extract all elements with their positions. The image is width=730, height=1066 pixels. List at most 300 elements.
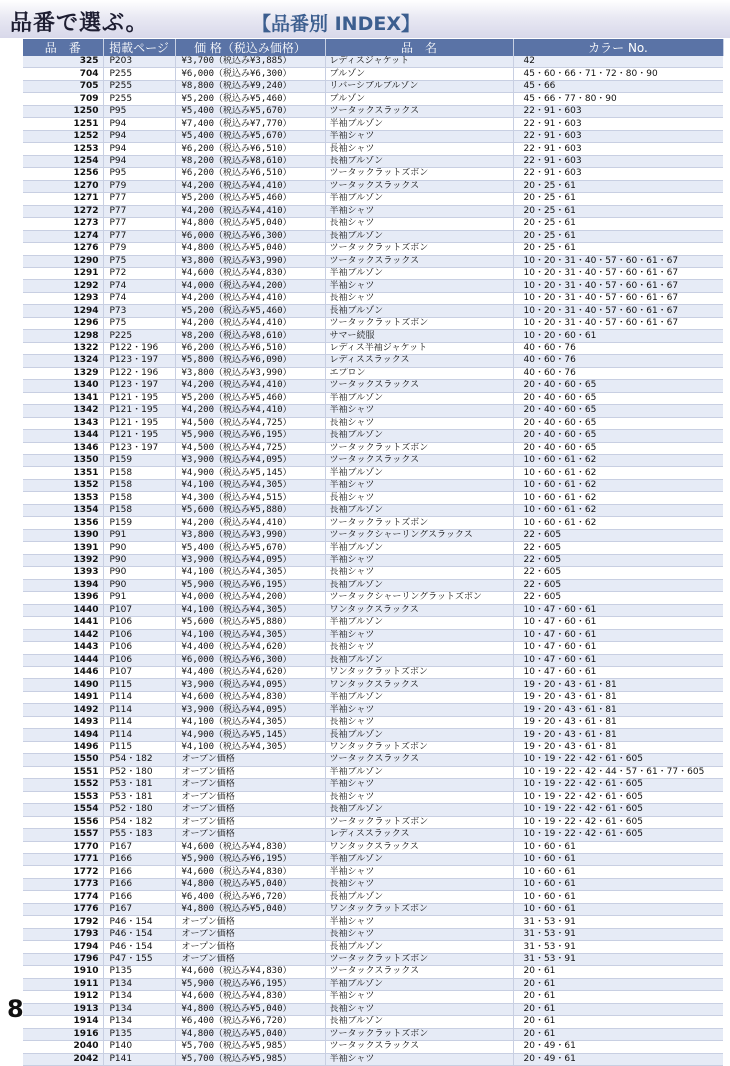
cell-item-no: 1492 xyxy=(23,704,103,716)
cell-colors: 22・605 xyxy=(513,554,723,566)
cell-colors: 20・25・61 xyxy=(513,193,723,205)
cell-price: オープン価格 xyxy=(175,953,325,965)
cell-item-no: 1253 xyxy=(23,143,103,155)
cell-item-no: 1910 xyxy=(23,966,103,978)
cell-colors: 20・40・60・65 xyxy=(513,417,723,429)
cell-colors: 31・53・91 xyxy=(513,941,723,953)
table-row xyxy=(23,255,723,267)
cell-item-name: レディスジャケット xyxy=(325,56,513,68)
cell-item-name: ブルゾン xyxy=(325,93,513,105)
cell-page: P54・182 xyxy=(103,754,175,766)
table-row xyxy=(23,405,723,417)
cell-colors: 10・60・61・62 xyxy=(513,504,723,516)
cell-page: P79 xyxy=(103,243,175,255)
cell-item-no: 1251 xyxy=(23,118,103,130)
cell-item-name: ツータックラットズボン xyxy=(325,816,513,828)
column-header-no: 品 番 xyxy=(23,39,103,56)
cell-page: P90 xyxy=(103,542,175,554)
table-row xyxy=(23,804,723,816)
cell-page: P94 xyxy=(103,155,175,167)
cell-item-no: 1344 xyxy=(23,430,103,442)
cell-price: ¥4,600（税込み¥4,830） xyxy=(175,267,325,279)
cell-page: P47・155 xyxy=(103,953,175,965)
cell-item-name: ツータックスラックス xyxy=(325,180,513,192)
cell-item-no: 1322 xyxy=(23,342,103,354)
table-row xyxy=(23,679,723,691)
cell-page: P74 xyxy=(103,280,175,292)
table-row xyxy=(23,280,723,292)
table-row xyxy=(23,953,723,965)
cell-colors: 10・19・22・42・44・57・61・77・605 xyxy=(513,766,723,778)
cell-price: オープン価格 xyxy=(175,928,325,940)
cell-colors: 45・66・77・80・90 xyxy=(513,93,723,105)
cell-item-no: 1346 xyxy=(23,442,103,454)
cell-colors: 45・66 xyxy=(513,80,723,92)
cell-item-name: 長袖シャツ xyxy=(325,791,513,803)
cell-item-name: 長袖シャツ xyxy=(325,143,513,155)
cell-item-name: 半袖シャツ xyxy=(325,479,513,491)
cell-page: P46・154 xyxy=(103,916,175,928)
column-header-page: 掲載ページ xyxy=(103,39,175,56)
cell-price: ¥4,600（税込み¥4,830） xyxy=(175,841,325,853)
cell-item-name: ワンタックスラックス xyxy=(325,679,513,691)
table-row xyxy=(23,68,723,80)
cell-page: P167 xyxy=(103,903,175,915)
cell-item-no: 1496 xyxy=(23,741,103,753)
table-row xyxy=(23,93,723,105)
cell-item-no: 1252 xyxy=(23,130,103,142)
cell-item-name: 半袖シャツ xyxy=(325,991,513,1003)
cell-colors: 20・61 xyxy=(513,991,723,1003)
column-header-name: 品 名 xyxy=(325,39,513,56)
table-row xyxy=(23,479,723,491)
cell-colors: 20・40・60・65 xyxy=(513,405,723,417)
cell-price: ¥5,900（税込み¥6,195） xyxy=(175,854,325,866)
cell-page: P167 xyxy=(103,841,175,853)
cell-item-name: 長袖ブルゾン xyxy=(325,1016,513,1028)
table-row xyxy=(23,729,723,741)
cell-page: P114 xyxy=(103,729,175,741)
cell-item-name: 半袖ブルゾン xyxy=(325,766,513,778)
cell-item-name: 長袖シャツ xyxy=(325,292,513,304)
cell-colors: 10・47・60・61 xyxy=(513,654,723,666)
cell-item-no: 1774 xyxy=(23,891,103,903)
cell-colors: 40・60・76 xyxy=(513,367,723,379)
cell-price: ¥4,100（税込み¥4,305） xyxy=(175,716,325,728)
cell-price: ¥3,700（税込み¥3,885） xyxy=(175,56,325,68)
cell-item-no: 325 xyxy=(23,56,103,68)
cell-page: P255 xyxy=(103,93,175,105)
cell-page: P166 xyxy=(103,866,175,878)
table-row xyxy=(23,554,723,566)
table-row xyxy=(23,80,723,92)
cell-colors: 45・60・66・71・72・80・90 xyxy=(513,68,723,80)
table-row xyxy=(23,56,723,68)
cell-price: ¥4,600（税込み¥4,830） xyxy=(175,866,325,878)
cell-colors: 10・19・22・42・61・605 xyxy=(513,791,723,803)
cell-item-name: リバーシブルブルゾン xyxy=(325,80,513,92)
cell-page: P90 xyxy=(103,554,175,566)
cell-price: ¥5,700（税込み¥5,985） xyxy=(175,1053,325,1065)
cell-page: P95 xyxy=(103,105,175,117)
cell-item-no: 1290 xyxy=(23,255,103,267)
cell-item-no: 1271 xyxy=(23,193,103,205)
cell-item-name: 長袖ブルゾン xyxy=(325,804,513,816)
cell-price: ¥5,900（税込み¥6,195） xyxy=(175,430,325,442)
cell-colors: 22・91・603 xyxy=(513,155,723,167)
cell-page: P158 xyxy=(103,479,175,491)
cell-page: P46・154 xyxy=(103,941,175,953)
cell-item-name: ツータックラットズボン xyxy=(325,1028,513,1040)
table-row xyxy=(23,754,723,766)
table-row xyxy=(23,105,723,117)
table-row xyxy=(23,567,723,579)
cell-item-name: 長袖ブルゾン xyxy=(325,305,513,317)
cell-page: P115 xyxy=(103,741,175,753)
cell-item-no: 1494 xyxy=(23,729,103,741)
cell-price: ¥4,500（税込み¥4,725） xyxy=(175,442,325,454)
cell-item-name: 半袖ブルゾン xyxy=(325,854,513,866)
cell-colors: 22・91・603 xyxy=(513,118,723,130)
cell-item-name: ツータックスラックス xyxy=(325,255,513,267)
table-row xyxy=(23,143,723,155)
table-row xyxy=(23,193,723,205)
cell-item-name: 長袖シャツ xyxy=(325,492,513,504)
cell-item-no: 1441 xyxy=(23,617,103,629)
cell-item-no: 1490 xyxy=(23,679,103,691)
cell-page: P52・180 xyxy=(103,804,175,816)
table-row xyxy=(23,766,723,778)
cell-item-no: 1273 xyxy=(23,218,103,230)
table-body xyxy=(23,56,723,1065)
table-row xyxy=(23,243,723,255)
cell-price: ¥5,200（税込み¥5,460） xyxy=(175,193,325,205)
cell-colors: 22・605 xyxy=(513,592,723,604)
cell-page: P158 xyxy=(103,467,175,479)
cell-item-no: 1352 xyxy=(23,479,103,491)
cell-item-name: 長袖シャツ xyxy=(325,417,513,429)
table-row xyxy=(23,1041,723,1053)
cell-price: ¥8,200（税込み¥8,610） xyxy=(175,330,325,342)
table-row xyxy=(23,180,723,192)
cell-price: ¥4,800（税込み¥5,040） xyxy=(175,903,325,915)
cell-item-name: 長袖ブルゾン xyxy=(325,155,513,167)
cell-colors: 20・49・61 xyxy=(513,1041,723,1053)
cell-colors: 19・20・43・61・81 xyxy=(513,679,723,691)
cell-colors: 20・25・61 xyxy=(513,180,723,192)
table-row xyxy=(23,292,723,304)
cell-colors: 19・20・43・61・81 xyxy=(513,729,723,741)
table-row xyxy=(23,891,723,903)
cell-item-no: 1296 xyxy=(23,317,103,329)
cell-price: ¥4,000（税込み¥4,200） xyxy=(175,280,325,292)
cell-price: ¥6,000（税込み¥6,300） xyxy=(175,654,325,666)
table-row xyxy=(23,168,723,180)
cell-price: ¥4,600（税込み¥4,830） xyxy=(175,966,325,978)
cell-item-no: 1557 xyxy=(23,829,103,841)
cell-item-name: 長袖シャツ xyxy=(325,642,513,654)
cell-item-no: 1556 xyxy=(23,816,103,828)
cell-page: P134 xyxy=(103,1003,175,1015)
cell-price: ¥3,800（税込み¥3,990） xyxy=(175,529,325,541)
table-row xyxy=(23,916,723,928)
cell-price: ¥4,100（税込み¥4,305） xyxy=(175,629,325,641)
cell-colors: 10・19・22・42・61・605 xyxy=(513,804,723,816)
cell-page: P114 xyxy=(103,716,175,728)
cell-colors: 40・60・76 xyxy=(513,355,723,367)
cell-item-no: 1442 xyxy=(23,629,103,641)
page-subtitle: 【品番別 INDEX】 xyxy=(252,13,420,35)
cell-item-no: 1552 xyxy=(23,779,103,791)
header-banner xyxy=(0,0,730,38)
table-row xyxy=(23,966,723,978)
cell-item-no: 1392 xyxy=(23,554,103,566)
cell-item-no: 1554 xyxy=(23,804,103,816)
cell-item-name: 長袖ブルゾン xyxy=(325,230,513,242)
cell-item-name: ツータックラットズボン xyxy=(325,243,513,255)
cell-colors: 20・49・61 xyxy=(513,1053,723,1065)
table-row xyxy=(23,529,723,541)
cell-colors: 20・61 xyxy=(513,1028,723,1040)
cell-colors: 10・20・31・40・57・60・61・67 xyxy=(513,280,723,292)
cell-item-name: ワンタックスラックス xyxy=(325,604,513,616)
cell-colors: 10・47・60・61 xyxy=(513,617,723,629)
cell-item-name: 長袖ブルゾン xyxy=(325,504,513,516)
cell-colors: 10・20・60・61 xyxy=(513,330,723,342)
page-number: 8 xyxy=(7,995,24,1023)
cell-item-name: 長袖シャツ xyxy=(325,878,513,890)
cell-colors: 10・60・61 xyxy=(513,866,723,878)
cell-item-no: 1351 xyxy=(23,467,103,479)
cell-colors: 10・19・22・42・61・605 xyxy=(513,779,723,791)
cell-price: ¥3,800（税込み¥3,990） xyxy=(175,367,325,379)
cell-item-no: 1298 xyxy=(23,330,103,342)
cell-price: ¥6,200（税込み¥6,510） xyxy=(175,168,325,180)
cell-page: P74 xyxy=(103,292,175,304)
table-row xyxy=(23,642,723,654)
cell-colors: 10・47・60・61 xyxy=(513,666,723,678)
cell-page: P90 xyxy=(103,567,175,579)
cell-colors: 10・60・61・62 xyxy=(513,492,723,504)
cell-price: オープン価格 xyxy=(175,754,325,766)
cell-item-name: 半袖シャツ xyxy=(325,405,513,417)
cell-colors: 10・60・61・62 xyxy=(513,467,723,479)
cell-price: ¥4,000（税込み¥4,200） xyxy=(175,592,325,604)
cell-page: P123・197 xyxy=(103,380,175,392)
cell-item-no: 1914 xyxy=(23,1016,103,1028)
cell-item-no: 1493 xyxy=(23,716,103,728)
cell-price: ¥8,200（税込み¥8,610） xyxy=(175,155,325,167)
cell-item-no: 1491 xyxy=(23,691,103,703)
cell-item-name: 半袖シャツ xyxy=(325,916,513,928)
cell-price: オープン価格 xyxy=(175,941,325,953)
cell-price: ¥4,100（税込み¥4,305） xyxy=(175,479,325,491)
cell-item-no: 1913 xyxy=(23,1003,103,1015)
cell-page: P91 xyxy=(103,592,175,604)
cell-page: P122・196 xyxy=(103,342,175,354)
cell-page: P52・180 xyxy=(103,766,175,778)
cell-item-no: 1276 xyxy=(23,243,103,255)
cell-page: P53・181 xyxy=(103,791,175,803)
cell-item-no: 1250 xyxy=(23,105,103,117)
cell-item-name: エプロン xyxy=(325,367,513,379)
cell-colors: 10・60・61・62 xyxy=(513,455,723,467)
cell-page: P166 xyxy=(103,854,175,866)
cell-colors: 40・60・76 xyxy=(513,342,723,354)
cell-price: ¥5,700（税込み¥5,985） xyxy=(175,1041,325,1053)
cell-item-no: 1324 xyxy=(23,355,103,367)
table-row xyxy=(23,629,723,641)
cell-colors: 10・19・22・42・61・605 xyxy=(513,754,723,766)
cell-page: P158 xyxy=(103,504,175,516)
cell-item-name: 長袖シャツ xyxy=(325,1003,513,1015)
cell-colors: 10・60・61 xyxy=(513,878,723,890)
cell-price: オープン価格 xyxy=(175,816,325,828)
cell-page: P91 xyxy=(103,529,175,541)
cell-page: P106 xyxy=(103,629,175,641)
cell-colors: 20・25・61 xyxy=(513,205,723,217)
cell-item-name: 長袖シャツ xyxy=(325,928,513,940)
cell-page: P134 xyxy=(103,991,175,1003)
table-row xyxy=(23,218,723,230)
cell-colors: 19・20・43・61・81 xyxy=(513,704,723,716)
cell-item-no: 1773 xyxy=(23,878,103,890)
cell-item-no: 1340 xyxy=(23,380,103,392)
cell-item-no: 1911 xyxy=(23,978,103,990)
cell-price: ¥4,800（税込み¥5,040） xyxy=(175,1028,325,1040)
cell-price: ¥3,900（税込み¥4,095） xyxy=(175,554,325,566)
cell-page: P255 xyxy=(103,68,175,80)
cell-price: オープン価格 xyxy=(175,791,325,803)
cell-price: ¥4,400（税込み¥4,620） xyxy=(175,666,325,678)
cell-price: ¥4,200（税込み¥4,410） xyxy=(175,405,325,417)
cell-price: ¥5,200（税込み¥5,460） xyxy=(175,305,325,317)
cell-item-name: 半袖ブルゾン xyxy=(325,691,513,703)
table-row xyxy=(23,442,723,454)
cell-item-no: 1550 xyxy=(23,754,103,766)
cell-price: ¥4,200（税込み¥4,410） xyxy=(175,517,325,529)
cell-colors: 42 xyxy=(513,56,723,68)
cell-colors: 20・40・60・65 xyxy=(513,380,723,392)
table-row xyxy=(23,455,723,467)
cell-page: P122・196 xyxy=(103,367,175,379)
cell-item-no: 1274 xyxy=(23,230,103,242)
table-row xyxy=(23,504,723,516)
table-row xyxy=(23,704,723,716)
cell-item-name: ツータックスラックス xyxy=(325,455,513,467)
cell-colors: 19・20・43・61・81 xyxy=(513,741,723,753)
cell-colors: 22・605 xyxy=(513,529,723,541)
cell-colors: 10・60・61・62 xyxy=(513,517,723,529)
cell-item-name: 長袖ブルゾン xyxy=(325,891,513,903)
cell-item-name: ツータックスラックス xyxy=(325,105,513,117)
cell-price: ¥4,100（税込み¥4,305） xyxy=(175,567,325,579)
cell-page: P75 xyxy=(103,255,175,267)
table-row xyxy=(23,342,723,354)
cell-item-no: 704 xyxy=(23,68,103,80)
cell-colors: 10・19・22・42・61・605 xyxy=(513,816,723,828)
cell-item-name: 半袖シャツ xyxy=(325,130,513,142)
cell-price: ¥5,200（税込み¥5,460） xyxy=(175,392,325,404)
cell-page: P73 xyxy=(103,305,175,317)
cell-item-no: 1272 xyxy=(23,205,103,217)
table-row xyxy=(23,392,723,404)
table-row xyxy=(23,305,723,317)
cell-price: ¥4,600（税込み¥4,830） xyxy=(175,991,325,1003)
table-row xyxy=(23,1003,723,1015)
cell-page: P121・195 xyxy=(103,405,175,417)
table-row xyxy=(23,579,723,591)
table-row xyxy=(23,380,723,392)
cell-page: P121・195 xyxy=(103,417,175,429)
cell-item-name: 長袖シャツ xyxy=(325,716,513,728)
cell-page: P141 xyxy=(103,1053,175,1065)
cell-item-name: 半袖ブルゾン xyxy=(325,978,513,990)
cell-page: P158 xyxy=(103,492,175,504)
cell-colors: 10・20・31・40・57・60・61・67 xyxy=(513,292,723,304)
cell-price: ¥6,200（税込み¥6,510） xyxy=(175,342,325,354)
table-row xyxy=(23,430,723,442)
cell-item-name: ツータックラットズボン xyxy=(325,317,513,329)
cell-price: ¥6,400（税込み¥6,720） xyxy=(175,1016,325,1028)
cell-item-no: 1292 xyxy=(23,280,103,292)
cell-price: ¥4,800（税込み¥5,040） xyxy=(175,1003,325,1015)
cell-page: P46・154 xyxy=(103,928,175,940)
cell-colors: 10・60・61 xyxy=(513,854,723,866)
cell-item-no: 1553 xyxy=(23,791,103,803)
cell-item-no: 1343 xyxy=(23,417,103,429)
table-row xyxy=(23,205,723,217)
cell-page: P95 xyxy=(103,168,175,180)
cell-page: P94 xyxy=(103,118,175,130)
cell-item-name: 半袖シャツ xyxy=(325,866,513,878)
cell-page: P107 xyxy=(103,666,175,678)
cell-page: P255 xyxy=(103,80,175,92)
cell-item-name: ツータックシャーリングスラックス xyxy=(325,529,513,541)
cell-page: P166 xyxy=(103,878,175,890)
cell-price: ¥4,900（税込み¥5,145） xyxy=(175,729,325,741)
cell-page: P55・183 xyxy=(103,829,175,841)
cell-price: ¥4,900（税込み¥5,145） xyxy=(175,467,325,479)
cell-item-no: 1793 xyxy=(23,928,103,940)
table-row xyxy=(23,816,723,828)
cell-page: P121・195 xyxy=(103,392,175,404)
cell-price: ¥4,800（税込み¥5,040） xyxy=(175,218,325,230)
cell-colors: 22・91・603 xyxy=(513,105,723,117)
cell-price: ¥8,800（税込み¥9,240） xyxy=(175,80,325,92)
cell-item-no: 2042 xyxy=(23,1053,103,1065)
table-row xyxy=(23,542,723,554)
cell-item-no: 1391 xyxy=(23,542,103,554)
cell-price: ¥4,200（税込み¥4,410） xyxy=(175,292,325,304)
cell-item-name: レディススラックス xyxy=(325,355,513,367)
cell-price: ¥5,800（税込み¥6,090） xyxy=(175,355,325,367)
cell-item-name: 半袖ブルゾン xyxy=(325,193,513,205)
cell-page: P94 xyxy=(103,130,175,142)
cell-page: P115 xyxy=(103,679,175,691)
cell-price: ¥4,800（税込み¥5,040） xyxy=(175,243,325,255)
table-row xyxy=(23,779,723,791)
cell-colors: 10・20・31・40・57・60・61・67 xyxy=(513,267,723,279)
cell-item-no: 1294 xyxy=(23,305,103,317)
cell-item-name: 半袖ブルゾン xyxy=(325,467,513,479)
cell-item-no: 1293 xyxy=(23,292,103,304)
table-row xyxy=(23,417,723,429)
cell-colors: 10・47・60・61 xyxy=(513,604,723,616)
cell-price: ¥4,400（税込み¥4,620） xyxy=(175,642,325,654)
cell-item-no: 1342 xyxy=(23,405,103,417)
cell-price: ¥4,100（税込み¥4,305） xyxy=(175,604,325,616)
